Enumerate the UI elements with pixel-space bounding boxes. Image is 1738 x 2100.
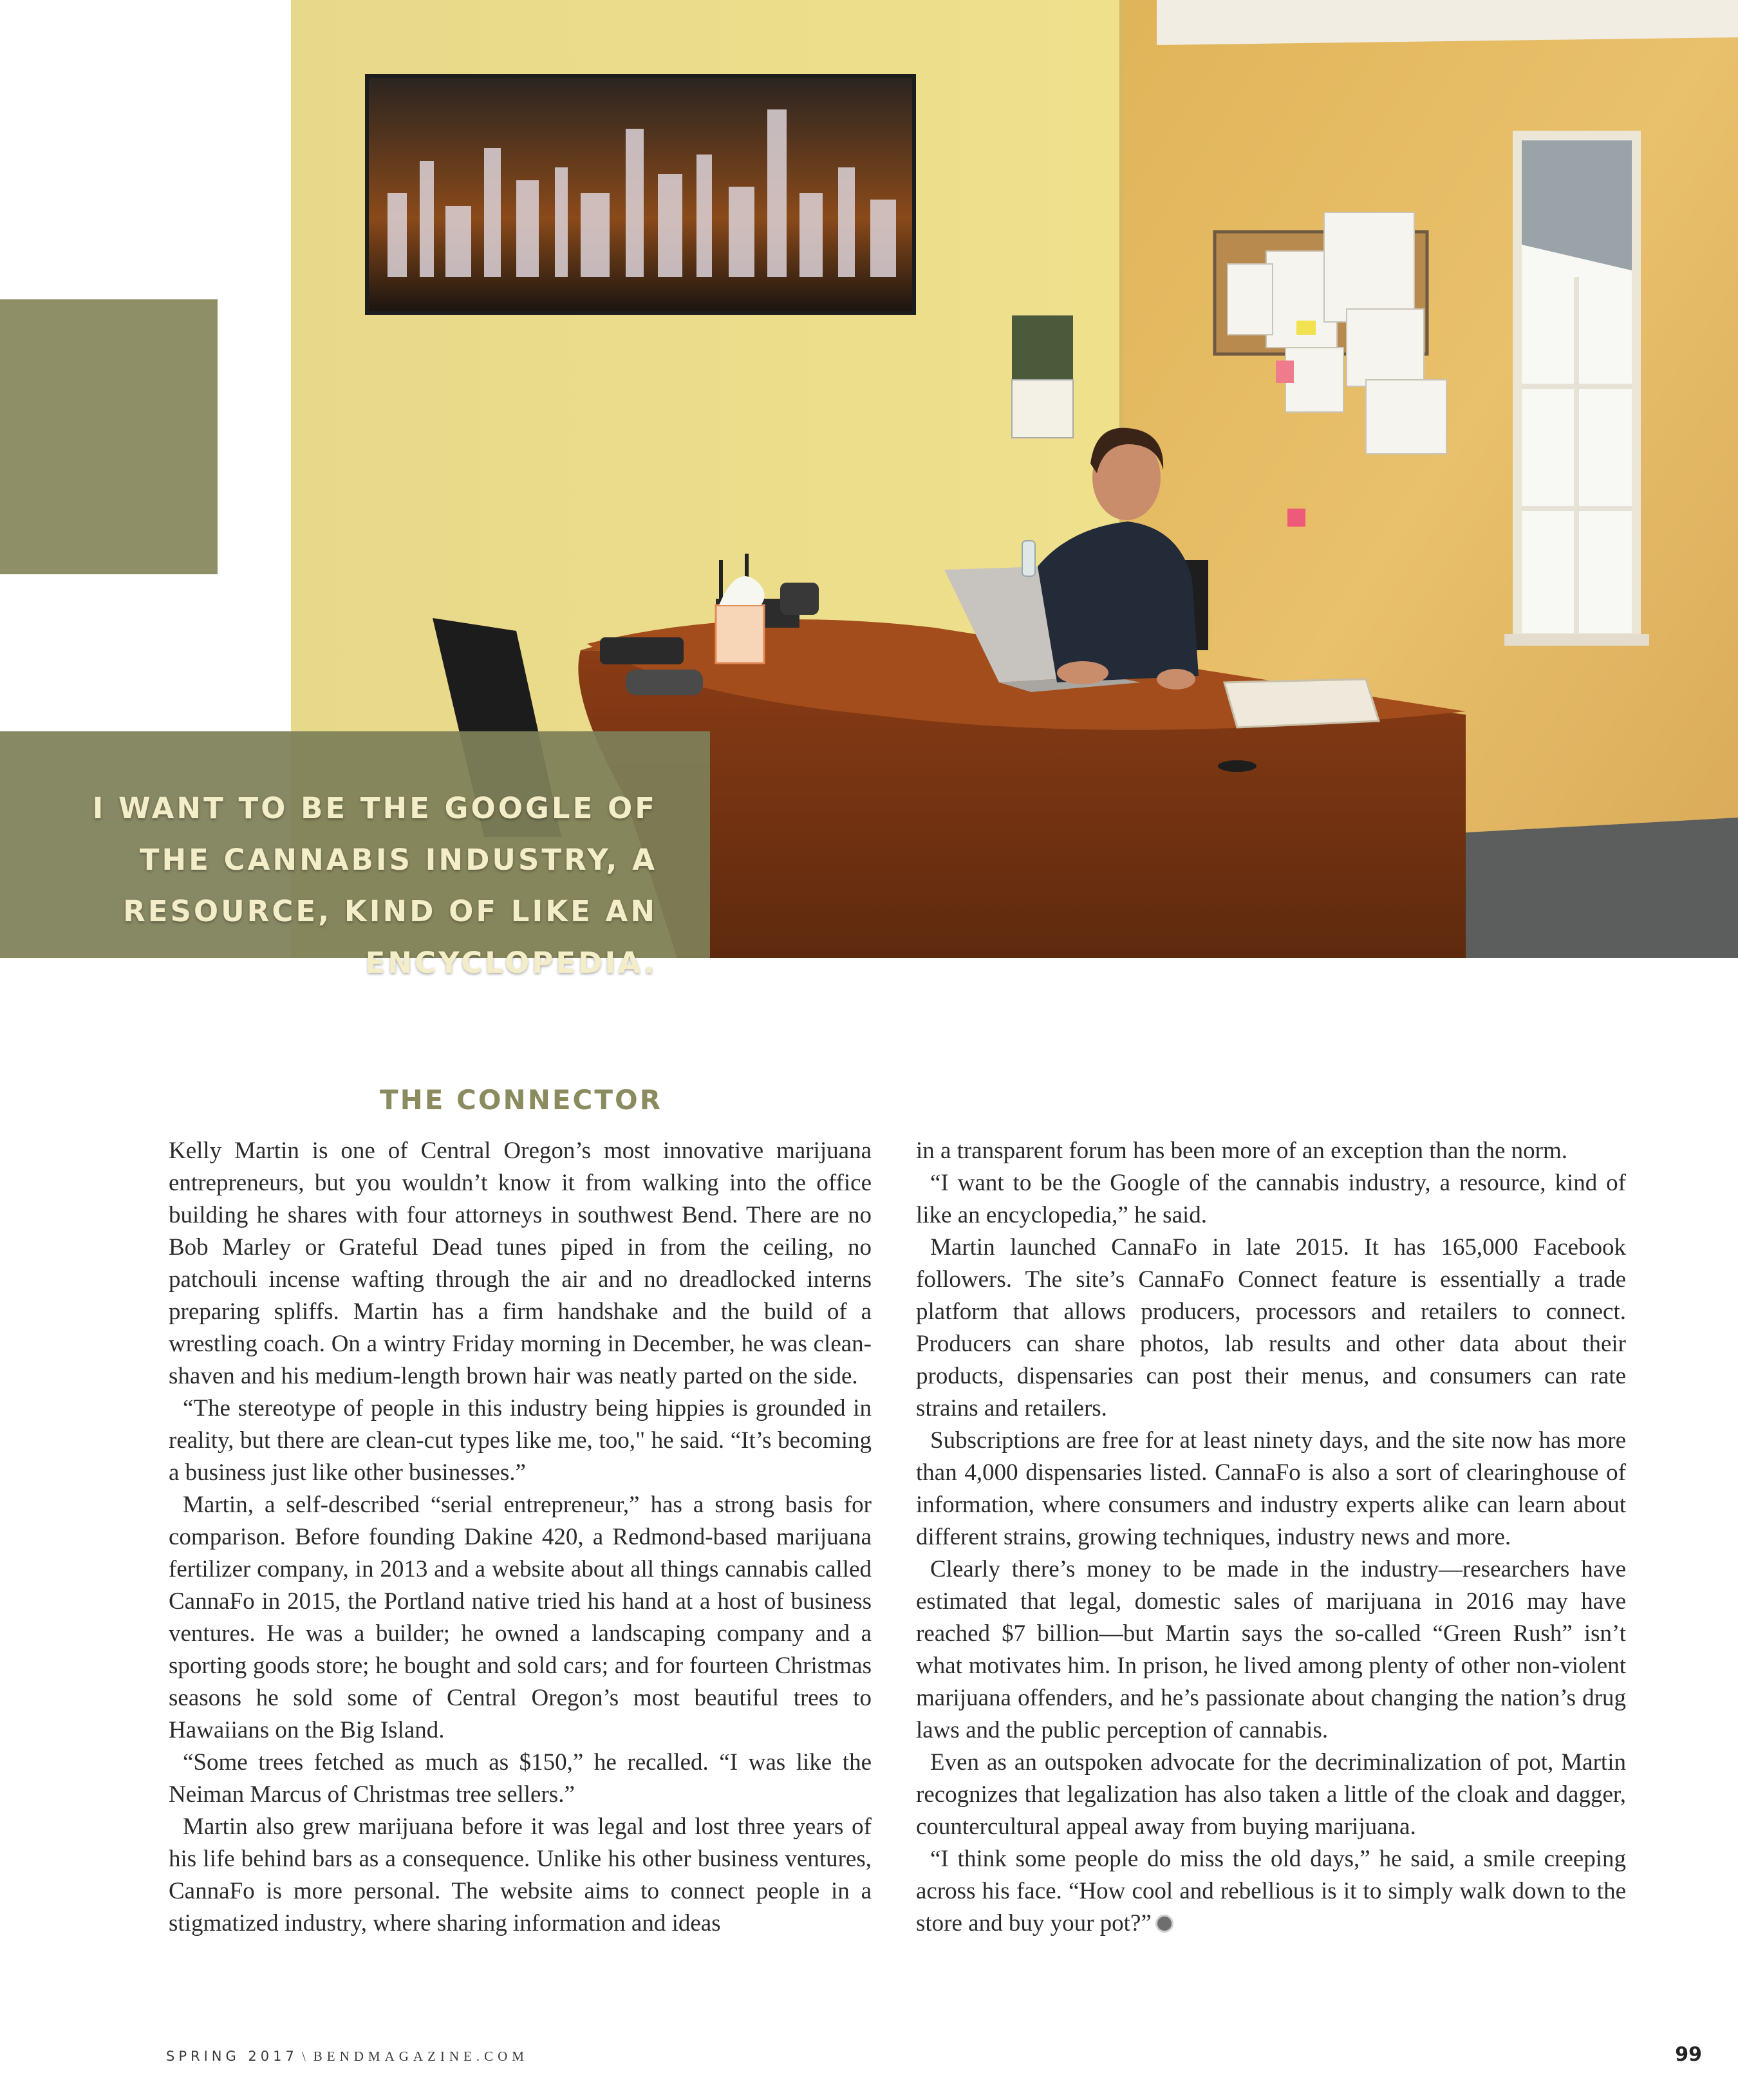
footer-separator: \	[301, 2048, 310, 2064]
paragraph: Martin also grew marijuana before it was legal and lost three years of his life behind bars as a consequence. Unlike his other business ventures, CannaFo is more personal. The website aims to connect people in a stigmatized industry, where sharing information and ideas	[169, 1814, 872, 1936]
paragraph-text: “I think some people do miss the old days,” he said, a smile creeping across his face. “How cool and rebellious is it to simply walk down to the store and buy your pot?”	[916, 1846, 1626, 1936]
website-label: BENDMAGAZINE.COM	[313, 2048, 528, 2064]
page-number: 99	[1675, 2043, 1702, 2066]
paragraph: “The stereotype of people in this industry being hippies is grounded in reality, but there are clean-cut types like me, too," he said. “It’s becoming a business just like other businesses.”	[169, 1395, 872, 1486]
page-footer	[166, 2048, 528, 2065]
paragraph: Clearly there’s money to be made in the industry—researchers have estimated that legal, domestic sales of marijuana in 2016 may have reached $7 billion—but Martin says the so-called “Green Rush” isn’t what motivates him. In prison, he lived among plenty of other non-violent marijuana offenders, and he’s passionate about changing the nation’s drug laws and the public perception of cannabis.	[916, 1556, 1626, 1743]
decorative-olive-square	[0, 299, 218, 574]
section-heading: THE CONNECTOR	[379, 1084, 663, 1116]
pull-quote-box	[0, 731, 710, 980]
pull-quote: I WANT TO BE THE GOOGLE OF THE CANNABIS INDUSTRY, A RESOURCE, KIND OF LIKE AN ENCYCLOPEDIA.	[92, 791, 657, 980]
paragraph: “I want to be the Google of the cannabis industry, a resource, kind of like an encyclopedia,” he said.	[916, 1170, 1626, 1228]
end-mark-icon	[1155, 1915, 1173, 1933]
paragraph: Martin launched CannaFo in late 2015. It has 165,000 Facebook followers. The site’s CannaFo Connect feature is essentially a trade platform that allows producers, processors and retailers to connect. Producers can share photos, lab results and other data about their products, dispensaries can post their menus, and consumers can rate strains and retailers.	[916, 1234, 1626, 1421]
paragraph: Even as an outspoken advocate for the decriminalization of pot, Martin recognizes that legalization has also taken a little of the cloak and dagger, countercultural appeal away from buying marijuana.	[916, 1749, 1626, 1840]
paragraph: Kelly Martin is one of Central Oregon’s most innovative marijuana entrepreneurs, but you wouldn’t know it from walking into the office building he shares with four attorneys in southwest Bend. There are no Bob Marley or Grateful Dead tunes piped in from the ceiling, no patchouli incense wafting through the air and no dreadlocked interns preparing spliffs. Martin has a firm handshake and the build of a wrestling coach. On a wintry Friday morning in December, he was clean-shaven and his medium-length brown hair was neatly parted on the side.	[169, 1138, 872, 1389]
paragraph: Subscriptions are free for at least ninety days, and the site now has more than 4,000 dispensaries listed. CannaFo is also a sort of clearinghouse of information, where consumers and industry experts alike can learn about different strains, growing techniques, industry news and more.	[916, 1427, 1626, 1550]
article-column-left	[169, 1135, 872, 1940]
paragraph: in a transparent forum has been more of an exception than the norm.	[916, 1138, 1568, 1164]
paragraph: “Some trees fetched as much as $150,” he recalled. “I was like the Neiman Marcus of Christmas tree sellers.”	[169, 1749, 872, 1808]
article-column-right	[916, 1135, 1626, 1940]
paragraph	[916, 1843, 1626, 1940]
paragraph: Martin, a self-described “serial entrepreneur,” has a strong basis for comparison. Before founding Dakine 420, a Redmond-based marijuana fertilizer company, in 2013 and a website about all things cannabis called CannaFo in 2015, the Portland native tried his hand at a host of business ventures. He was a builder; he owned a landscaping company and a sporting goods store; he bought and sold cars; and for fourteen Christmas seasons he sold some of Central Oregon’s most beautiful trees to Hawaiians on the Big Island.	[169, 1492, 872, 1743]
issue-label: SPRING 2017	[166, 2048, 298, 2064]
